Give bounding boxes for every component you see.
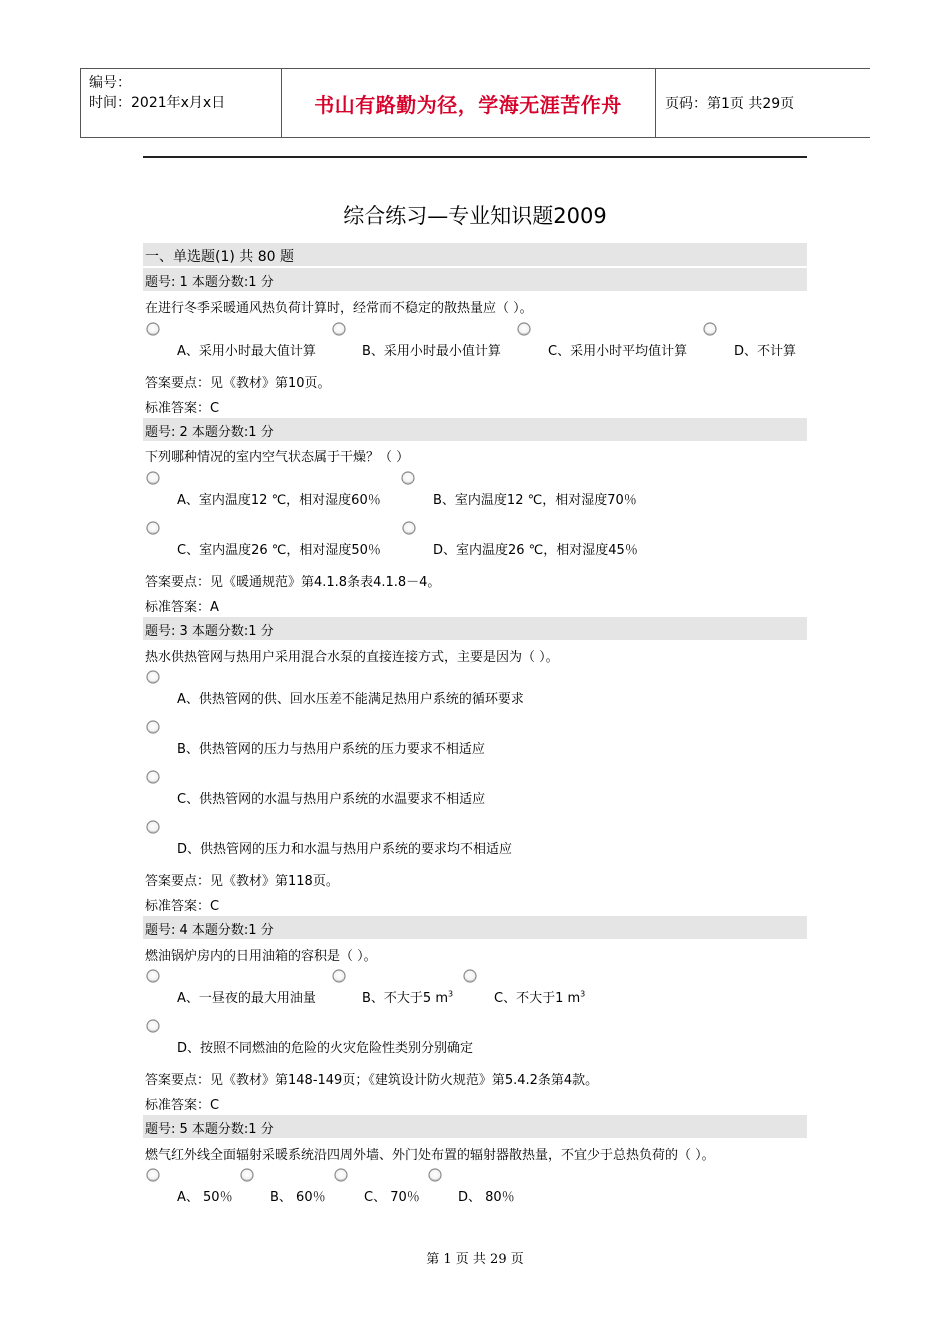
option-label: D、室内温度26 ℃，相对湿度45％ [433,543,638,558]
header-meta [89,73,225,113]
question-text: 在进行冬季采暖通风热负荷计算时，经常而不稳定的散热量应（ ）。 [145,301,533,316]
radio-option-d[interactable] [146,1019,160,1033]
radio-option-a[interactable] [146,1168,160,1182]
question-header: 题号: 2 本题分数:1 分 [145,425,274,440]
radio-option-a[interactable] [146,471,160,485]
option-label: C、 70％ [364,1190,420,1205]
document-title: 综合练习—专业知识题2009 [343,204,607,228]
option-label: A、一昼夜的最大用油量 [177,991,316,1006]
radio-option-b[interactable] [240,1168,254,1182]
question-text: 燃气红外线全面辐射采暖系统沿四周外墙、外门处布置的辐射器散热量，不宜少于总热负荷的（ ）。 [145,1148,715,1163]
document-header [80,68,870,138]
option-label: D、供热管网的压力和水温与热用户系统的要求均不相适应 [177,842,513,857]
radio-option-c[interactable] [146,770,160,784]
radio-option-a[interactable] [146,969,160,983]
option-label: D、不计算 [734,344,797,359]
answer-key-points: 答案要点：见《教材》第118页。 [145,874,339,889]
standard-answer: 标准答案：C [145,899,220,914]
option-label-with-sup [494,987,585,1006]
option-label: A、供热管网的供、回水压差不能满足热用户系统的循环要求 [177,692,524,707]
header-border [80,69,81,137]
radio-option-d[interactable] [428,1168,442,1182]
standard-answer: 标准答案：A [145,600,219,615]
superscript: 3 [448,989,454,999]
option-label: C、供热管网的水温与热用户系统的水温要求不相适应 [177,792,486,807]
option-label: D、按照不同燃油的危险的火灾危险性类别分别确定 [177,1041,474,1056]
question-header: 题号: 4 本题分数:1 分 [145,923,274,938]
radio-option-c[interactable] [517,322,531,336]
option-text: C、不大于1 m [494,991,581,1006]
header-rule [143,156,807,158]
answer-key-points: 答案要点：见《教材》第148-149页；《建筑设计防火规范》第5.4.2条第4款。 [145,1073,599,1088]
question-header: 题号: 5 本题分数:1 分 [145,1122,274,1137]
section-heading: 一、单选题(1) 共 80 题 [145,249,294,265]
option-label: B、室内温度12 ℃，相对湿度70％ [433,493,637,508]
option-label: A、室内温度12 ℃，相对湿度60％ [177,493,381,508]
radio-option-b[interactable] [332,322,346,336]
option-label: B、采用小时最小值计算 [362,344,501,359]
radio-option-a[interactable] [146,322,160,336]
standard-answer: 标准答案：C [145,1098,220,1113]
standard-answer: 标准答案：C [145,401,220,416]
header-page-info: 页码：第1页 共29页 [665,96,795,112]
option-label: A、采用小时最大值计算 [177,344,316,359]
radio-option-d[interactable] [703,322,717,336]
time-label: 时间：2021年x月x日 [89,95,226,111]
answer-key-points: 答案要点：见《教材》第10页。 [145,376,331,391]
header-motto: 书山有路勤为径，学海无涯苦作舟 [314,92,622,117]
option-text: B、不大于5 m [362,991,448,1006]
radio-option-d[interactable] [146,820,160,834]
radio-option-c[interactable] [146,521,160,535]
option-label: D、 80％ [458,1190,515,1205]
option-label: B、供热管网的压力与热用户系统的压力要求不相适应 [177,742,485,757]
radio-option-b[interactable] [332,969,346,983]
option-label: B、 60％ [270,1190,326,1205]
question-text: 热水供热管网与热用户采用混合水泵的直接连接方式，主要是因为（ ）。 [145,650,559,665]
page-footer: 第 1 页 共 29 页 [426,1252,524,1267]
radio-option-b[interactable] [401,471,415,485]
header-divider [655,69,656,137]
option-label: A、 50％ [177,1190,233,1205]
radio-option-c[interactable] [463,969,477,983]
option-label: C、室内温度26 ℃，相对湿度50％ [177,543,381,558]
question-header: 题号: 3 本题分数:1 分 [145,624,274,639]
question-text: 下列哪种情况的室内空气状态属于干燥？（ ） [145,450,410,465]
question-text: 燃油锅炉房内的日用油箱的容积是（ ）。 [145,949,377,964]
superscript: 3 [580,989,586,999]
option-label: C、采用小时平均值计算 [548,344,688,359]
radio-option-c[interactable] [334,1168,348,1182]
radio-option-a[interactable] [146,670,160,684]
answer-key-points: 答案要点：见《暖通规范》第4.1.8条表4.1.8－4。 [145,575,441,590]
number-label: 编号： [89,75,131,91]
radio-option-b[interactable] [146,720,160,734]
radio-option-d[interactable] [402,521,416,535]
option-label-with-sup [362,987,453,1006]
question-header: 题号: 1 本题分数:1 分 [145,275,274,290]
